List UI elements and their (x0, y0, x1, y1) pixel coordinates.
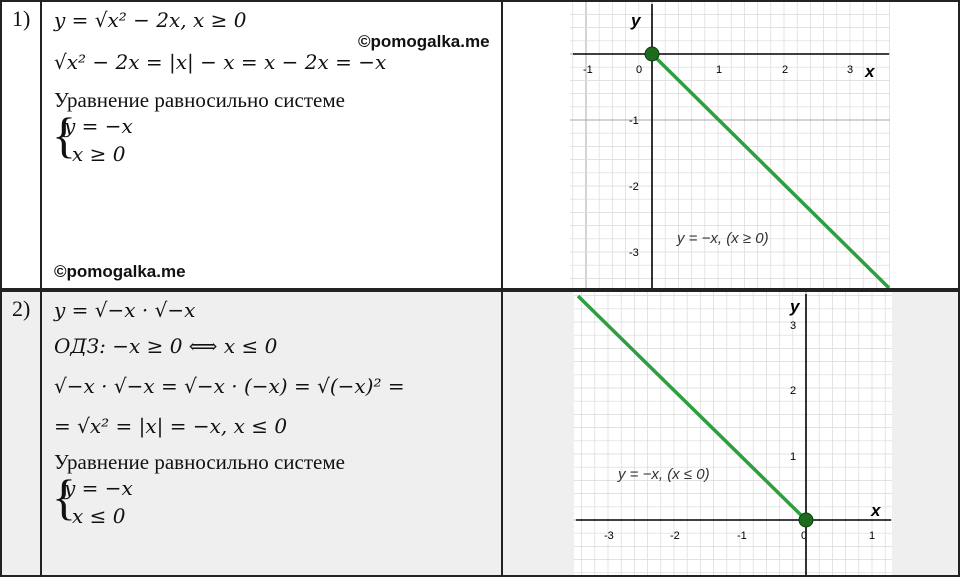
graph-1 (503, 2, 958, 288)
row-number-cell (0, 290, 42, 577)
system-brace: { (52, 469, 76, 525)
text-line: Уравнение равносильно системе (54, 88, 345, 112)
y-axis-label: y (631, 11, 641, 30)
y-tick-label: -3 (629, 247, 639, 259)
equation-line: = √x² = |x| = −x, x ≤ 0 (54, 414, 288, 438)
y-tick-label: 1 (790, 451, 797, 463)
text-line: Уравнение равносильно системе (54, 450, 345, 474)
row-number: 1) (12, 6, 31, 31)
equation-line: √−x · √−x = √−x · (−x) = √(−x)² = (54, 374, 405, 398)
y-tick-label: -2 (629, 181, 639, 193)
function-label: y = −x, (x ≥ 0) (677, 230, 769, 247)
start-point (645, 47, 659, 61)
system-condition: x ≥ 0 (72, 142, 126, 166)
equation-line: ОДЗ: −x ≥ 0 ⟺ x ≤ 0 (54, 334, 278, 358)
x-tick-label: -1 (583, 64, 593, 76)
equation-line: y = √x² − 2x, x ≥ 0 (54, 8, 247, 32)
x-tick-label: 1 (869, 530, 876, 542)
graph-2 (503, 292, 958, 575)
watermark: ©pomogalka.me (358, 32, 490, 51)
x-tick-label: -2 (670, 530, 680, 542)
y-tick-label: 2 (790, 385, 797, 397)
x-axis-label: x (871, 501, 881, 520)
watermark: ©pomogalka.me (54, 262, 186, 281)
x-tick-label: -1 (737, 530, 747, 542)
table-row-2 (0, 290, 960, 577)
x-tick-label: -3 (604, 530, 614, 542)
system-equation: y = −x (64, 114, 133, 138)
graph-background (574, 292, 892, 575)
graph-cell (501, 0, 960, 290)
solution-text-cell (40, 290, 503, 577)
x-tick-label: 3 (847, 64, 854, 76)
equation-line: y = √−x · √−x (54, 298, 196, 322)
x-tick-label: 0 (801, 530, 808, 542)
system-condition: x ≤ 0 (72, 504, 126, 528)
equation-line: √x² − 2x = |x| − x = x − 2x = −x (54, 50, 387, 74)
end-point (799, 513, 813, 527)
y-tick-label: 3 (790, 320, 797, 332)
x-tick-label: 0 (636, 64, 643, 76)
system-brace: { (52, 107, 76, 163)
x-axis-label: x (865, 62, 875, 81)
x-tick-label: 2 (782, 64, 789, 76)
graph-cell (501, 290, 960, 577)
y-axis-label: y (790, 297, 800, 316)
x-tick-label: 1 (716, 64, 723, 76)
y-tick-label: -1 (629, 115, 639, 127)
system-equation: y = −x (64, 476, 133, 500)
row-number: 2) (12, 296, 31, 321)
function-label: y = −x, (x ≤ 0) (618, 466, 710, 483)
row-number-cell (0, 0, 42, 290)
